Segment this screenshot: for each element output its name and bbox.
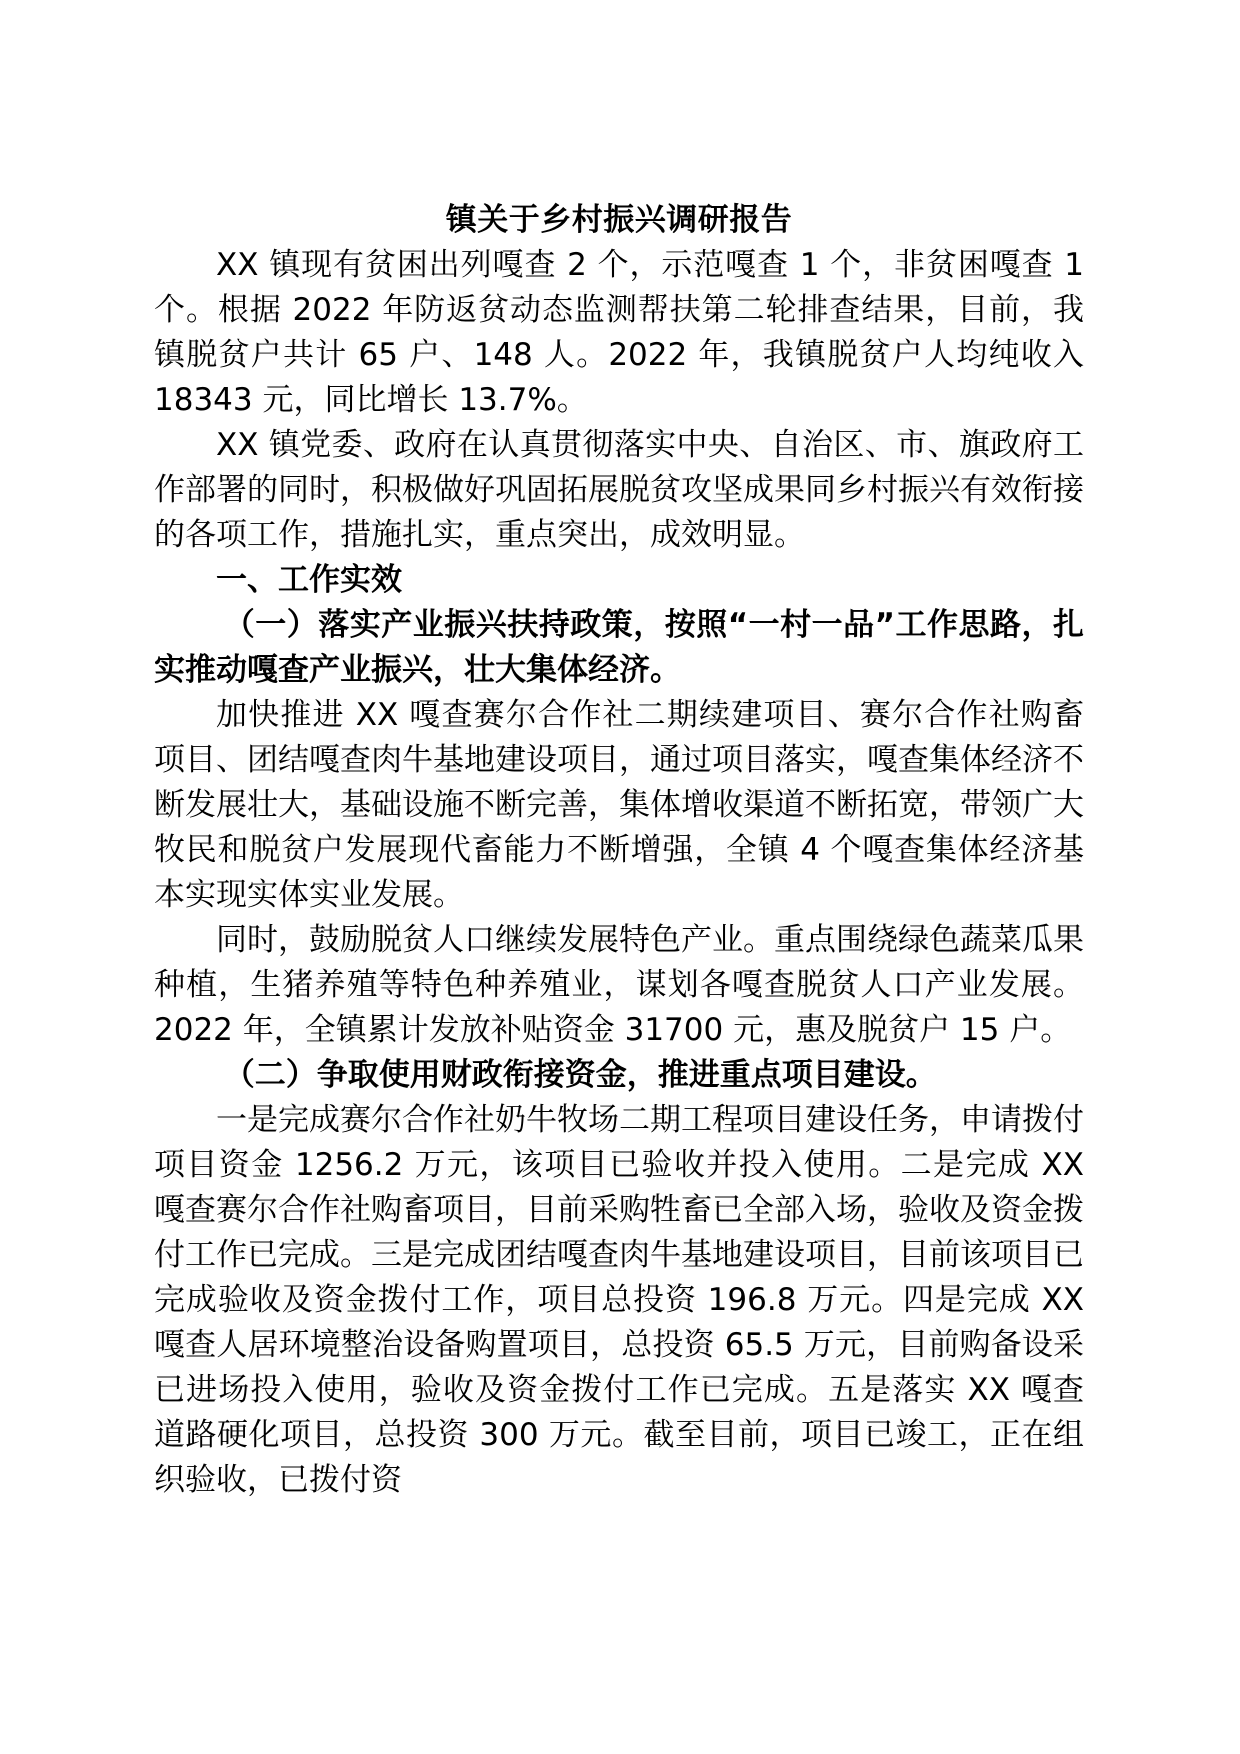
subsection-2-paragraph-1: 一是完成赛尔合作社奶牛牧场二期工程项目建设任务，申请拨付项目资金 1256.2 万元，该项目已验收并投入使用。二是完成 XX 嘎查赛尔合作社购畜项目，目前采购牲畜已全部入场，验收及资金拨付工作已完成。三是完成团结嘎查肉牛基地建设项目，目前该项目已完成验收及资金拨付工作，项目总投资 196.8 万元。四是完成 XX 嘎查人居环境整治设备购置项目，总投资 65.5 万元，目前购备设采已进场投入使用，验收及资金拨付工作已完成。五是落实 XX 嘎查道路硬化项目，总投资 300 万元。截至目前，项目已竣工，正在组织验收，已拨付资 [154,1102,1084,1498]
subsection-1-heading: （一）落实产业振兴扶持政策，按照“一村一品”工作思路，扎实推动嘎查产业振兴，壮大集体经济。 [154,607,1084,688]
intro-paragraph-2: XX 镇党委、政府在认真贯彻落实中央、自治区、市、旗政府工作部署的同时，积极做好巩固拓展脱贫攻坚成果同乡村振兴有效衔接的各项工作，措施扎实，重点突出，成效明显。 [154,427,1084,553]
subsection-1-paragraph-1: 加快推进 XX 嘎查赛尔合作社二期续建项目、赛尔合作社购畜项目、团结嘎查肉牛基地建设项目，通过项目落实，嘎查集体经济不断发展壮大，基础设施不断完善，集体增收渠道不断拓宽，带领广大牧民和脱贫户发展现代畜能力不断增强，全镇 4 个嘎查集体经济基本实现实体实业发展。 [154,697,1084,913]
document-title: 镇关于乡村振兴调研报告 [445,202,793,238]
subsection-2-heading: （二）争取使用财政衔接资金，推进重点项目建设。 [223,1057,937,1093]
intro-paragraph-1: XX 镇现有贫困出列嘎查 2 个，示范嘎查 1 个，非贫困嘎查 1 个。根据 2022 年防返贫动态监测帮扶第二轮排查结果，目前，我镇脱贫户共计 65 户、148 人。2022 年，我镇脱贫户人均纯收入 18343 元，同比增长 13.7%。 [154,247,1084,418]
document-body [154,198,1084,1503]
section-1-heading: 一、工作实效 [216,562,402,598]
subsection-1-paragraph-2: 同时，鼓励脱贫人口继续发展特色产业。重点围绕绿色蔬菜瓜果种植，生猪养殖等特色种养殖业，谋划各嘎查脱贫人口产业发展。2022 年，全镇累计发放补贴资金 31700 元，惠及脱贫户 15 户。 [154,922,1084,1048]
